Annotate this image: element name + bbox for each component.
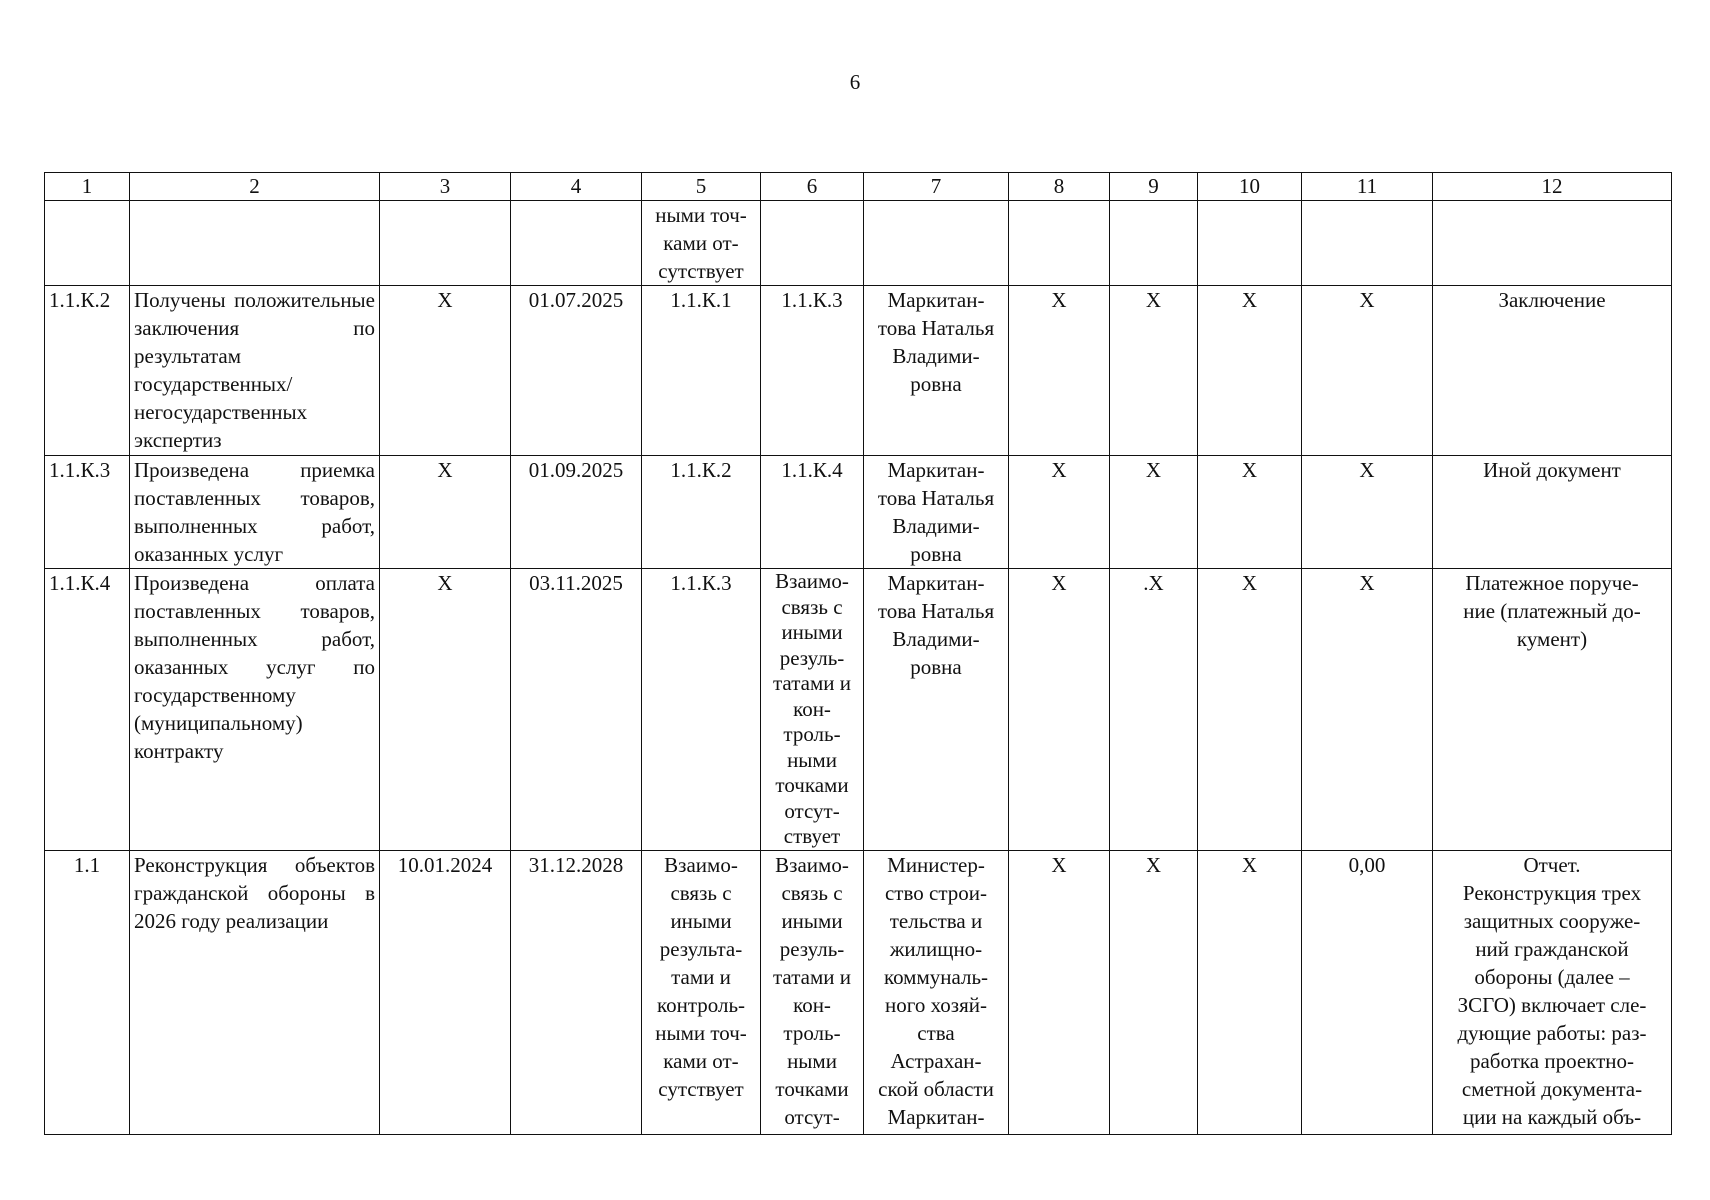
cell-col8: X	[1009, 456, 1110, 569]
cell-successor: 1.1.К.4	[761, 456, 864, 569]
cell-start: 10.01.2024	[380, 851, 511, 1135]
cell-start: X	[380, 286, 511, 456]
cell-col10: X	[1198, 569, 1302, 851]
cell-col11: X	[1302, 569, 1433, 851]
cell-col9: .X	[1110, 569, 1198, 851]
cell-col10: X	[1198, 286, 1302, 456]
cell-id: 1.1	[45, 851, 130, 1135]
cell-id: 1.1.К.4	[45, 569, 130, 851]
cell-col8: X	[1009, 286, 1110, 456]
cell-responsible: Маркитан- това Наталья Владими- ровна	[864, 286, 1009, 456]
cell-start	[380, 201, 511, 286]
cell-col9	[1110, 201, 1198, 286]
col-header-1: 1	[45, 173, 130, 201]
cell-predecessor: 1.1.К.3	[642, 569, 761, 851]
cell-predecessor: ными точ- ками от- сутствует	[642, 201, 761, 286]
col-header-8: 8	[1009, 173, 1110, 201]
cell-start: X	[380, 456, 511, 569]
cell-name	[130, 201, 380, 286]
cell-responsible	[864, 201, 1009, 286]
page-number: 6	[849, 70, 861, 94]
cell-end: 03.11.2025	[511, 569, 642, 851]
col-header-11: 11	[1302, 173, 1433, 201]
cell-col10: X	[1198, 456, 1302, 569]
col-header-5: 5	[642, 173, 761, 201]
col-header-9: 9	[1110, 173, 1198, 201]
cell-responsible: Маркитан- това Наталья Владими- ровна	[864, 456, 1009, 569]
cell-start: X	[380, 569, 511, 851]
col-header-12: 12	[1433, 173, 1672, 201]
col-header-3: 3	[380, 173, 511, 201]
table-row	[45, 851, 1672, 1135]
cell-col10	[1198, 201, 1302, 286]
cell-col8: X	[1009, 851, 1110, 1135]
cell-responsible: Маркитан- това Наталья Владими- ровна	[864, 569, 1009, 851]
cell-end: 01.09.2025	[511, 456, 642, 569]
col-header-10: 10	[1198, 173, 1302, 201]
table-row	[45, 456, 1672, 569]
cell-col9: X	[1110, 851, 1198, 1135]
cell-predecessor: 1.1.К.1	[642, 286, 761, 456]
cell-end: 01.07.2025	[511, 286, 642, 456]
col-header-7: 7	[864, 173, 1009, 201]
cell-col8	[1009, 201, 1110, 286]
cell-id: 1.1.К.2	[45, 286, 130, 456]
cell-document: Отчет. Реконструкция трех защитных сооруже- ний гражданской обороны (далее – ЗСГО) включает сле- дующие работы: раз- работка проектно- сметной документа- ции на каждый объ-	[1433, 851, 1672, 1135]
cell-name: Произведена оплата поставленных товаров, выполненных работ, оказанных услуг по государственному (муниципальному) контракту	[130, 569, 380, 851]
cell-col11: X	[1302, 456, 1433, 569]
cell-successor: 1.1.К.3	[761, 286, 864, 456]
cell-col11: X	[1302, 286, 1433, 456]
plan-table	[44, 172, 1672, 1135]
col-header-6: 6	[761, 173, 864, 201]
cell-id: 1.1.К.3	[45, 456, 130, 569]
cell-document	[1433, 201, 1672, 286]
cell-col11: 0,00	[1302, 851, 1433, 1135]
col-header-2: 2	[130, 173, 380, 201]
cell-end	[511, 201, 642, 286]
cell-predecessor: 1.1.К.2	[642, 456, 761, 569]
col-header-4: 4	[511, 173, 642, 201]
cell-successor	[761, 201, 864, 286]
cell-successor: Взаимо- связь с иными резуль- татами и кон- троль- ными точками отсут- ствует	[761, 569, 864, 851]
cell-col8: X	[1009, 569, 1110, 851]
cell-col9: X	[1110, 456, 1198, 569]
cell-name: Реконструкция объектов гражданской обороны в 2026 году реализации	[130, 851, 380, 1135]
table-row	[45, 569, 1672, 851]
cell-name: Получены положительные заключения по результатам государственных/ негосударственных экспертиз	[130, 286, 380, 456]
cell-col9: X	[1110, 286, 1198, 456]
cell-responsible: Министер- ство строи- тельства и жилищно- коммуналь- ного хозяй- ства Астрахан- ской области Маркитан-	[864, 851, 1009, 1135]
cell-end: 31.12.2028	[511, 851, 642, 1135]
cell-successor: Взаимо- связь с иными резуль- татами и кон- троль- ными точками отсут-	[761, 851, 864, 1135]
cell-document: Заключение	[1433, 286, 1672, 456]
cell-id	[45, 201, 130, 286]
cell-col10: X	[1198, 851, 1302, 1135]
table-row	[45, 286, 1672, 456]
table-row	[45, 201, 1672, 286]
cell-document: Иной документ	[1433, 456, 1672, 569]
cell-name: Произведена приемка поставленных товаров, выполненных работ, оказанных услуг	[130, 456, 380, 569]
cell-col11	[1302, 201, 1433, 286]
cell-predecessor: Взаимо- связь с иными результа- тами и контроль- ными точ- ками от- сутствует	[642, 851, 761, 1135]
cell-document: Платежное поруче- ние (платежный до- кумент)	[1433, 569, 1672, 851]
column-number-row	[45, 173, 1672, 201]
